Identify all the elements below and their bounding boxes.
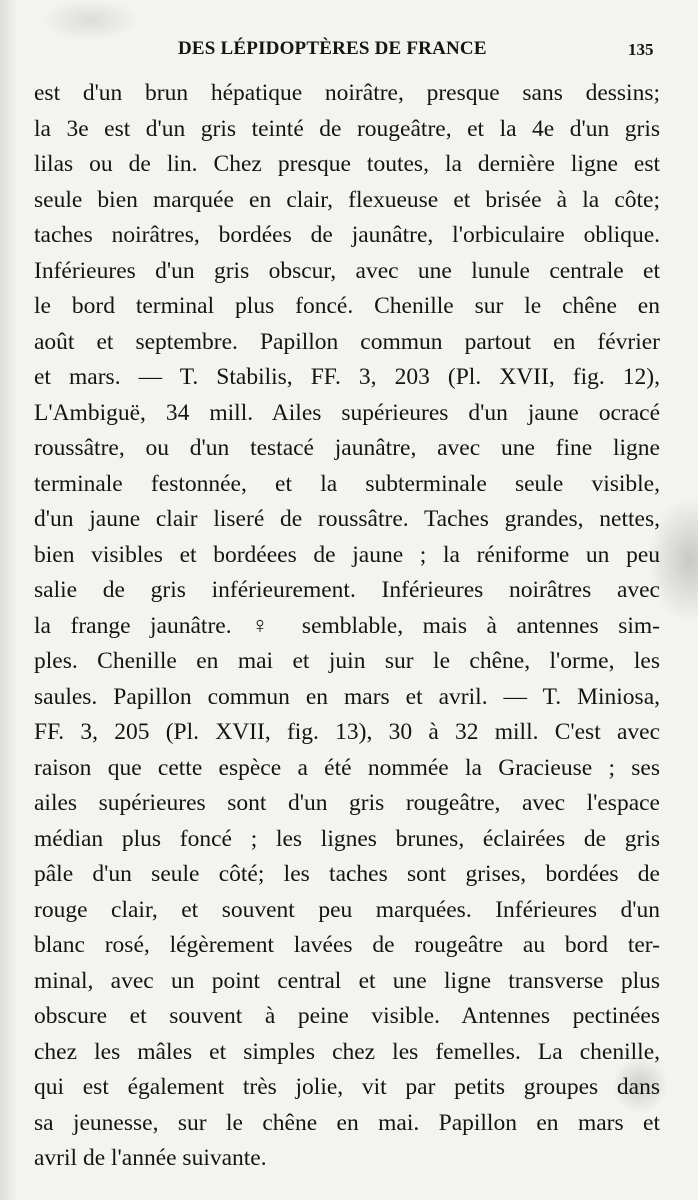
text-line: et mars. — T. Stabilis, FF. 3, 203 (Pl. XVII, fig. 12), (34, 364, 660, 390)
text-line: bien visibles et bordéees de jaune ; la réniforme un peu (34, 541, 660, 568)
text-line: lilas ou de lin. Chez presque toutes, la dernière ligne est (34, 151, 660, 177)
running-title: DES LÉPIDOPTÈRES DE FRANCE (178, 38, 487, 59)
text-line: chez les mâles et simples chez les femelles. La chenille, (34, 1038, 660, 1065)
page-number: 135 (628, 40, 654, 59)
page-header (0, 38, 698, 68)
text-line: qui est également très jolie, vit par petits groupes dans (34, 1074, 660, 1100)
text-line: médian plus foncé ; les lignes brunes, éclairées de gris (34, 825, 660, 852)
text-line: FF. 3, 205 (Pl. XVII, fig. 13), 30 à 32 mill. C'est avec (34, 719, 660, 745)
text-line: taches noirâtres, bordées de jaunâtre, l'orbiculaire oblique. (34, 222, 660, 248)
text-line: la 3e est d'un gris teinté de rougeâtre, et la 4e d'un gris (34, 115, 660, 142)
text-line: roussâtre, ou d'un testacé jaunâtre, avec une fine ligne (34, 435, 660, 461)
text-line: raison que cette espèce a été nommée la Gracieuse ; ses (34, 754, 660, 781)
text-line: salie de gris inférieurement. Inférieures noirâtres avec (34, 577, 660, 603)
text-line: d'un jaune clair liseré de roussâtre. Taches grandes, nettes, (34, 506, 660, 532)
text-line: L'Ambiguë, 34 mill. Ailes supérieures d'un jaune ocracé (34, 399, 660, 426)
text-line: est d'un brun hépatique noirâtre, presque sans dessins; (34, 80, 660, 106)
text-line: sa jeunesse, sur le chêne en mai. Papillon en mars et (34, 1109, 660, 1136)
text-line: la frange jaunâtre. ♀ semblable, mais à antennes sim- (34, 612, 660, 639)
text-line: Inférieures d'un gris obscur, avec une lunule centrale et (34, 257, 660, 284)
text-line: ailes supérieures sont d'un gris rougeâtre, avec l'espace (34, 790, 660, 816)
text-line: avril de l'année suivante. (34, 1145, 267, 1171)
body-text (34, 76, 660, 1177)
text-line: blanc rosé, légèrement lavées de rougeâtre au bord ter- (34, 932, 660, 958)
text-line: saules. Papillon commun en mars et avril. — T. Miniosa, (34, 683, 660, 710)
text-line: pâle d'un seule côté; les taches sont grises, bordées de (34, 861, 660, 887)
text-line: minal, avec un point central et une ligne transverse plus (34, 967, 660, 994)
text-line: seule bien marquée en clair, flexueuse et brisée à la côte; (34, 186, 660, 213)
text-line: août et septembre. Papillon commun partout en février (34, 328, 660, 355)
text-line: terminale festonnée, et la subterminale seule visible, (34, 470, 660, 497)
text-line: obscure et souvent à peine visible. Antennes pectinées (34, 1003, 660, 1029)
text-line: rouge clair, et souvent peu marquées. Inférieures d'un (34, 896, 660, 923)
text-line: ples. Chenille en mai et juin sur le chêne, l'orme, les (34, 648, 660, 674)
text-line: le bord terminal plus foncé. Chenille sur le chêne en (34, 293, 660, 319)
